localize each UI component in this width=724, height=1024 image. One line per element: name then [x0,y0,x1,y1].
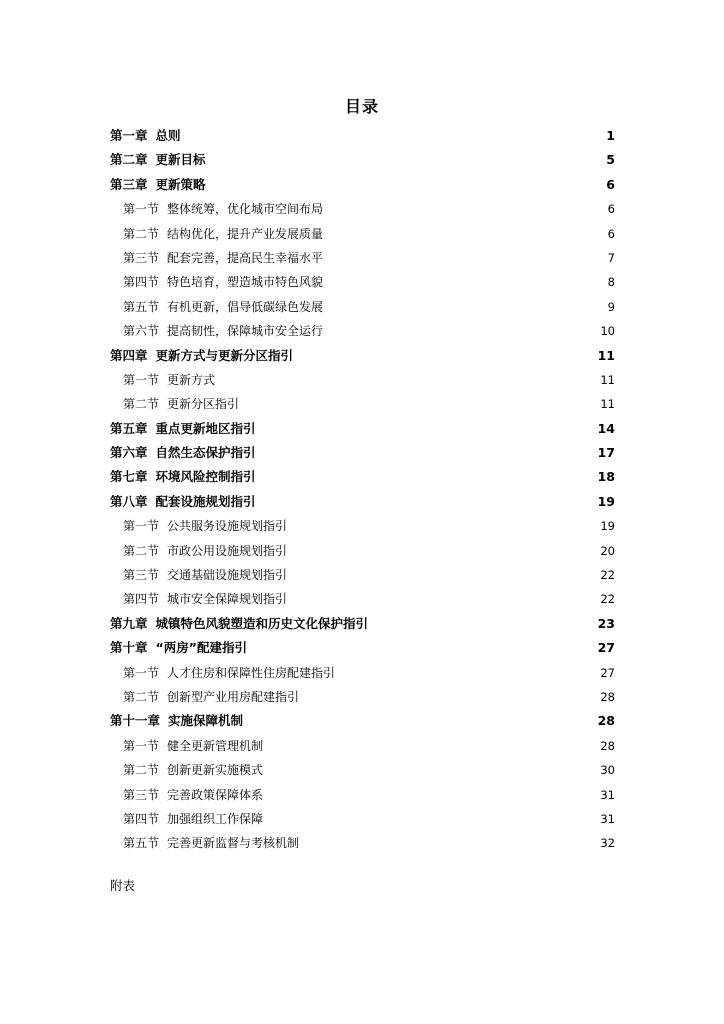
toc-section-entry[interactable] [110,587,615,611]
toc-entry-title: 实施保障机制 [168,713,244,729]
toc-entry-title: 公共服务设施规划指引 [167,519,288,534]
toc-entry-title: 重点更新地区指引 [155,420,256,436]
toc-entry-title: 健全更新管理机制 [167,738,264,753]
toc-entry-title: 结构优化，提升产业发展质量 [167,226,324,241]
toc-entry-page-number: 11 [600,397,615,412]
toc-entry-title: 更新方式 [167,372,216,387]
toc-entry-title: 人才住房和保障性住房配建指引 [167,665,336,680]
toc-section-entry[interactable] [110,734,615,758]
toc-entry-title: 有机更新，倡导低碳绿色发展 [167,299,324,314]
toc-entry-page-number: 31 [600,787,615,802]
toc-entry-title: 更新分区指引 [167,397,240,412]
toc-entry-number: 第一节 [123,738,160,753]
toc-entry-number: 第二节 [123,763,160,778]
toc-entry-number: 第十章 [110,640,148,656]
toc-entry-number: 第五章 [110,420,148,436]
toc-entry-label [123,563,287,587]
toc-entry-number: 第二章 [110,152,148,168]
toc-entry-number: 第二节 [123,397,160,412]
toc-entry-number: 第四节 [123,811,160,826]
toc-entry-label [110,709,243,733]
appendix-label: 附表 [110,878,136,893]
toc-entry-number: 第三节 [123,787,160,802]
toc-entry-page-number: 5 [606,152,615,168]
toc-entry-label [110,441,256,465]
toc-entry-label [123,831,299,855]
toc-section-entry[interactable] [110,222,615,246]
toc-entry-label [123,807,263,831]
toc-entry-title: “两房”配建指引 [155,640,247,656]
toc-section-entry[interactable] [110,392,615,416]
toc-entry-label [123,539,287,563]
toc-entry-label [123,734,263,758]
toc-entry-label [123,392,239,416]
toc-entry-title: 自然生态保护指引 [155,445,256,461]
toc-entry-page-number: 32 [600,836,615,851]
toc-section-entry[interactable] [110,563,615,587]
toc-section-entry[interactable] [110,831,615,855]
toc-entry-label [123,783,263,807]
toc-entry-label [110,465,256,489]
toc-chapter-entry[interactable] [110,441,615,465]
toc-entry-title: 加强组织工作保障 [167,811,264,826]
toc-entry-label [123,197,323,221]
toc-entry-page-number: 14 [597,420,615,436]
toc-entry-number: 第一节 [123,665,160,680]
toc-section-entry[interactable] [110,270,615,294]
toc-chapter-entry[interactable] [110,417,615,441]
toc-entry-label [110,148,206,172]
toc-entry-label [123,270,323,294]
toc-section-entry[interactable] [110,807,615,831]
toc-chapter-entry[interactable] [110,173,615,197]
toc-chapter-entry[interactable] [110,636,615,660]
toc-entry-number: 第八章 [110,493,148,509]
toc-entry-page-number: 31 [600,811,615,826]
toc-entry-title: 城市安全保障规划指引 [167,592,288,607]
toc-entry-label [123,587,287,611]
toc-entry-number: 第六章 [110,445,148,461]
toc-entry-number: 第三节 [123,568,160,583]
toc-entry-title: 总则 [155,127,181,143]
toc-entry-label [110,490,256,514]
toc-entry-number: 第三章 [110,176,148,192]
toc-entry-label [110,417,256,441]
toc-entry-label [123,222,323,246]
toc-entry-number: 第五节 [123,299,160,314]
toc-section-entry[interactable] [110,783,615,807]
toc-entry-number: 第二节 [123,689,160,704]
toc-section-entry[interactable] [110,685,615,709]
toc-entry-page-number: 8 [607,275,615,290]
toc-entry-label [123,368,215,392]
toc-entry-page-number: 7 [607,250,615,265]
toc-entry-number: 第三节 [123,250,160,265]
toc-entry-number: 第二节 [123,226,160,241]
toc-entry-label [123,758,263,782]
toc-entry-page-number: 18 [597,469,615,485]
toc-entry-title: 更新策略 [155,176,206,192]
toc-entry-page-number: 10 [600,324,615,339]
toc-chapter-entry[interactable] [110,148,615,172]
toc-entry-page-number: 28 [600,689,615,704]
toc-section-entry[interactable] [110,246,615,270]
toc-entry-title: 环境风险控制指引 [155,469,256,485]
toc-entry-number: 第五节 [123,836,160,851]
toc-entry-page-number: 19 [597,493,615,509]
toc-entry-title: 整体统筹，优化城市空间布局 [167,202,324,217]
toc-entry-page-number: 27 [597,640,615,656]
toc-chapter-entry[interactable] [110,490,615,514]
toc-entry-page-number: 6 [607,226,615,241]
toc-entry-number: 第六节 [123,324,160,339]
toc-entry-title: 市政公用设施规划指引 [167,543,288,558]
toc-entry-page-number: 17 [597,445,615,461]
toc-entry-title: 交通基础设施规划指引 [167,568,288,583]
toc-entry-title: 提高韧性，保障城市安全运行 [167,324,324,339]
toc-entry-label [123,661,335,685]
toc-entry-label [123,246,323,270]
toc-entry-label [110,124,181,148]
toc-section-entry[interactable] [110,539,615,563]
toc-entry-title: 更新目标 [155,152,206,168]
toc-entry-page-number: 28 [597,713,615,729]
toc-entry-number: 第九章 [110,615,148,631]
toc-entry-page-number: 23 [597,615,615,631]
toc-entry-page-number: 22 [600,568,615,583]
toc-entry-label [123,295,323,319]
toc-section-entry[interactable] [110,295,615,319]
toc-entry-number: 第四节 [123,275,160,290]
toc-entry-number: 第一章 [110,127,148,143]
toc-entry-page-number: 27 [600,665,615,680]
toc-entry-number: 第四章 [110,347,148,363]
toc-entry-page-number: 1 [606,127,615,143]
toc-entry-page-number: 22 [600,592,615,607]
toc-entry-title: 创新更新实施模式 [167,763,264,778]
toc-entry-page-number: 6 [606,176,615,192]
toc-title: 目录 [344,97,379,116]
toc-entry-title: 更新方式与更新分区指引 [155,347,294,363]
table-of-contents [110,124,615,856]
toc-entry-number: 第十一章 [110,713,161,729]
toc-entry-page-number: 19 [600,519,615,534]
toc-entry-title: 完善更新监督与考核机制 [167,836,300,851]
toc-entry-title: 配套完善，提高民生幸福水平 [167,250,324,265]
toc-entry-label [110,173,206,197]
toc-entry-label [110,636,247,660]
toc-entry-page-number: 28 [600,738,615,753]
toc-entry-title: 创新型产业用房配建指引 [167,689,300,704]
toc-section-entry[interactable] [110,368,615,392]
toc-entry-page-number: 11 [597,347,615,363]
toc-entry-number: 第七章 [110,469,148,485]
toc-entry-number: 第一节 [123,519,160,534]
toc-entry-label [110,344,293,368]
toc-chapter-entry[interactable] [110,124,615,148]
toc-entry-label [123,319,323,343]
toc-entry-title: 完善政策保障体系 [167,787,264,802]
toc-entry-number: 第一节 [123,202,160,217]
toc-entry-number: 第四节 [123,592,160,607]
toc-chapter-entry[interactable] [110,612,615,636]
toc-chapter-entry[interactable] [110,344,615,368]
toc-entry-label [110,612,368,636]
toc-entry-page-number: 20 [600,543,615,558]
toc-entry-page-number: 9 [607,299,615,314]
toc-chapter-entry[interactable] [110,465,615,489]
toc-entry-label [123,685,299,709]
toc-section-entry[interactable] [110,661,615,685]
toc-entry-page-number: 30 [600,763,615,778]
toc-section-entry[interactable] [110,319,615,343]
toc-entry-label [123,514,287,538]
toc-entry-number: 第二节 [123,543,160,558]
toc-section-entry[interactable] [110,197,615,221]
toc-entry-number: 第一节 [123,372,160,387]
toc-section-entry[interactable] [110,514,615,538]
toc-entry-page-number: 6 [607,202,615,217]
toc-entry-page-number: 11 [600,372,615,387]
toc-entry-title: 配套设施规划指引 [155,493,256,509]
toc-section-entry[interactable] [110,758,615,782]
toc-entry-title: 特色培育，塑造城市特色风貌 [167,275,324,290]
toc-entry-title: 城镇特色风貌塑造和历史文化保护指引 [155,615,369,631]
toc-chapter-entry[interactable] [110,709,615,733]
